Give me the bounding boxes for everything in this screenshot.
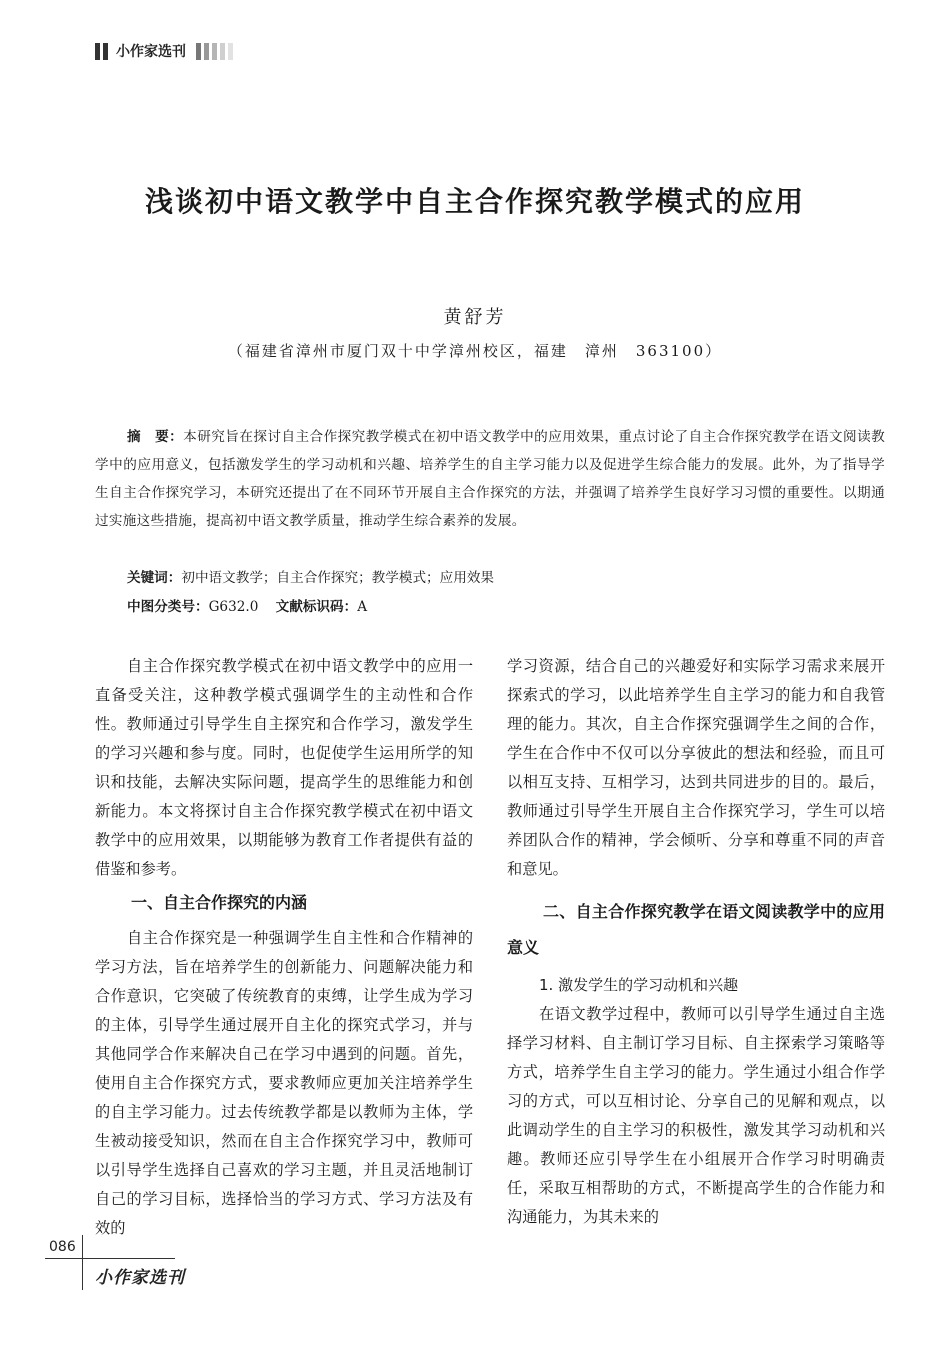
intro-paragraph: 自主合作探究教学模式在初中语文教学中的应用一直备受关注，这种教学模式强调学生的主动性和合作性。教师通过引导学生自主探究和合作学习，激发学生的学习兴趣和参与度。同时，也促使学生运用所学的知识和技能，去解决实际问题，提高学生的思维能力和创新能力。本文将探讨自主合作探究教学模式在初中语文教学中的应用效果，以期能够为教育工作者提供有益的借鉴和参考。 (95, 657, 473, 878)
section1-paragraph: 自主合作探究是一种强调学生自主性和合作精神的学习方法，旨在培养学生的创新能力、问题解决能力和合作意识，它突破了传统教育的束缚，让学生成为学习的主体，引导学生通过展开自主化的探究式学习，并与其他同学合作来解决自己在学习中遇到的问题。首先，使用自主合作探究方式，要求教师应更加关注培养学生的自主学习能力。过去传统教学都是以教师为主体，学生被动接受知识，然而在自主合作探究学习中，教师可以引导学生选择自己喜欢的学习主题，并且灵活地制订自己的学习目标，选择恰当的学习方式、学习方法及有效的 (95, 929, 473, 1237)
clc-label: 中图分类号： (127, 599, 209, 615)
section2-subheading-1: 1. 激发学生的学习动机和兴趣 (539, 976, 739, 994)
journal-header (95, 40, 233, 62)
doc-code-value: A (357, 599, 368, 615)
paper-author: 黄舒芳 (443, 307, 507, 328)
body-column-left (95, 652, 473, 1243)
abstract-label: 摘 要： (127, 429, 184, 445)
classification (127, 597, 887, 617)
body-column-right (507, 652, 885, 1232)
clc-value: G632.0 (208, 599, 259, 615)
keywords (127, 568, 887, 588)
keywords-text: 初中语文教学；自主合作探究；教学模式；应用效果 (181, 570, 495, 586)
header-bars-icon (95, 43, 108, 60)
paper-title: 浅谈初中语文教学中自主合作探究教学模式的应用 (144, 185, 805, 218)
page-number: 086 (49, 1239, 76, 1255)
abstract-text: 本研究旨在探讨自主合作探究教学模式在初中语文教学中的应用效果，重点讨论了自主合作探究教学在语文阅读教学中的应用意义，包括激发学生的学习动机和兴趣、培养学生的自主学习能力以及促进学生综合能力的发展。此外，为了指导学生自主合作探究学习，本研究还提出了在不同环节开展自主合作探究的方法，并强调了培养学生良好学习习惯的重要性。以期通过实施这些措施，提高初中语文教学质量，推动学生综合素养的发展。 (95, 429, 886, 529)
section1-paragraph-continued: 学习资源，结合自己的兴趣爱好和实际学习需求来展开探索式的学习，以此培养学生自主学习的能力和自我管理的能力。其次，自主合作探究强调学生之间的合作，学生在合作中不仅可以分享彼此的想法和经验，而且可以相互支持、互相学习，达到共同进步的目的。最后，教师通过引导学生开展自主合作探究学习，学生可以培养团队合作的精神，学会倾听、分享和尊重不同的声音和意见。 (507, 657, 885, 878)
header-gradient-bars-icon (196, 43, 233, 60)
section1-heading: 一、自主合作探究的内涵 (131, 893, 308, 912)
journal-header-label: 小作家选刊 (116, 44, 186, 60)
footer-rule (45, 1258, 175, 1259)
footer-vertical-rule (82, 1235, 83, 1290)
doc-code-label: 文献标识码： (275, 599, 358, 615)
paper-affiliation: （福建省漳州市厦门双十中学漳州校区，福建 漳州 363100） (227, 342, 723, 360)
abstract (95, 423, 885, 535)
footer-brand-logo: 小作家选刊 (95, 1268, 185, 1288)
section2-paragraph: 在语文教学过程中，教师可以引导学生通过自主选择学习材料、自主制订学习目标、自主探索学习策略等方式，培养学生自主学习的能力。学生通过小组合作学习的方式，可以互相讨论、分享自己的见解和观点，以此调动学生的自主学习的积极性，激发其学习动机和兴趣。教师还应引导学生在小组展开合作学习时明确责任，采取互相帮助的方式，不断提高学生的合作能力和沟通能力，为其未来的 (507, 1005, 885, 1226)
page-footer (45, 1235, 195, 1295)
keywords-label: 关键词： (127, 570, 182, 586)
section2-heading: 二、自主合作探究教学在语文阅读教学中的应用意义 (507, 902, 885, 957)
